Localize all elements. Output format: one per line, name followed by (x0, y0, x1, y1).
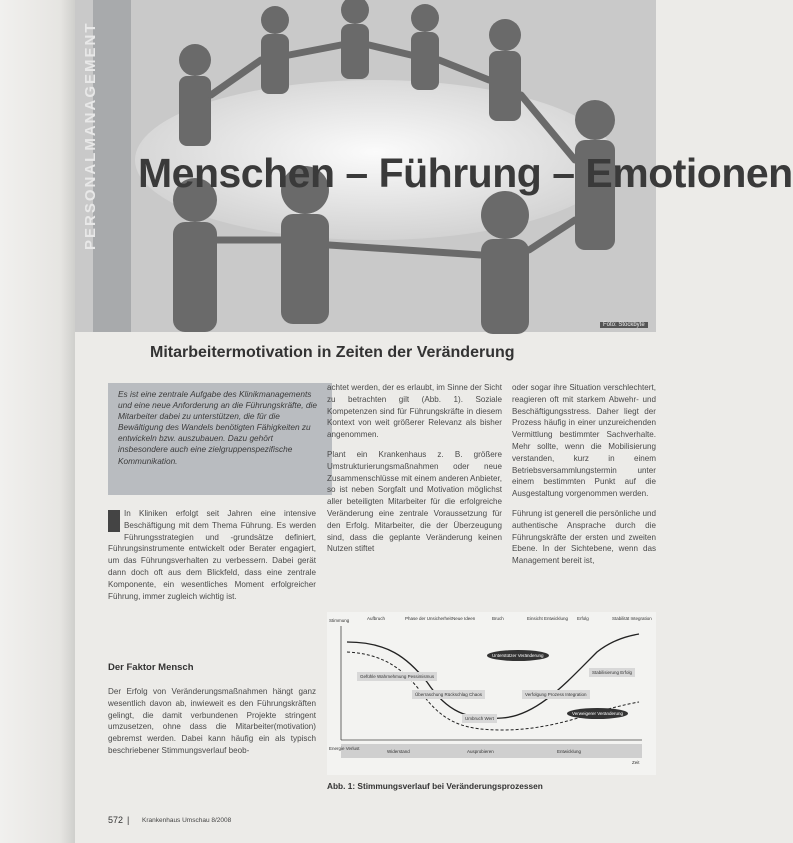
column-2-paragraph-1: achtet werden, der es erlaubt, im Sinne der Sicht zu betrachten gilt (Abb. 1). Soziale Kompetenzen sind für Führungskräfte in diesem Kontext von weit größerer Relevanz als bisher angenommen. (327, 383, 503, 440)
chart-top-label: Aufbruch (367, 616, 386, 621)
intro-text: Es ist eine zentrale Aufgabe des Klinikmanagements und eine neue Anforderung an die Führungskräfte, die Mitarbeiter dabei zu unterstützen, die für die Bewältigung des Wandels benötigten Fähigkeiten zu entwickeln bzw. auszubauen. Dazu gehört insbesondere auch eine zielgruppenspezifische Kommunikation. (118, 389, 317, 466)
article-subtitle: Mitarbeitermotivation in Zeiten der Veränderung (150, 344, 515, 361)
chart-top-label: Neue Ideen (452, 616, 476, 621)
journal-name: Krankenhaus Umschau 8/2008 (142, 817, 232, 824)
chart-bottom-label: Energie Verlust (329, 746, 360, 751)
page-title: Menschen – Führung – Emotionen (138, 150, 793, 196)
chart-bubble-supporters: Unterstützer Veränderung (487, 650, 549, 661)
chart-box-label: Verfolgung Prozess Integration (522, 690, 590, 699)
section-label: PERSONALMANAGEMENT (82, 21, 99, 250)
chart-box-label: Gefühle Wahrnehmung Pessimismus (357, 672, 437, 681)
chart-top-label: Stabilität Integration (612, 616, 652, 621)
column-1 (108, 508, 316, 610)
chart-top-label: Erfolg (577, 616, 589, 621)
chart-bottom-label: Entwicklung (557, 749, 582, 754)
chart-box-label: Umbruch Wert (462, 714, 497, 723)
column-1-paragraph-2: Der Erfolg von Veränderungsmaßnahmen hängt ganz wesentlich davon ab, inwieweit es den Führungskräften gelingt, die damit verbundenen Projekte stringent umzusetzen, ohne dass die Mitarbeiter(motivation) gebremst werden. Dabei kann häufig ein als typisch beschriebener Stimmungsverlauf beob- (108, 687, 316, 755)
chart-bubble-refusers: Verweigerer Veränderung (567, 708, 628, 719)
page-separator: | (127, 815, 130, 825)
photo-credit: Foto: Stockbyte (600, 322, 648, 328)
mood-curve-figure (327, 612, 656, 775)
chart-box-label: Stabilisierung Erfolg (589, 668, 635, 677)
column-3 (512, 382, 656, 575)
column-3-paragraph-1: oder sogar ihre Situation verschlechtert, reagieren oft mit starkem Abwehr- und Beschäftigungsstress. Daher liegt der Prozess häufig in einer unzureichenden Vermittlung bestimmter Sachverhalte. Mehr sollte, wenn die Mobilisierung verstanden, kurz in einem Betriebsversammlungstermin unter einem bestimmten Punkt auf die Ausgestaltung vorgenommen werden. (512, 383, 656, 499)
column-2 (327, 382, 502, 563)
chart-bottom-label: Ausprobieren (467, 749, 494, 754)
chart-top-label: Einsicht Entwicklung (527, 616, 569, 621)
section-heading: Der Faktor Mensch (108, 662, 194, 673)
dropcap-mark (108, 510, 120, 532)
figure-caption: Abb. 1: Stimmungsverlauf bei Veränderungsprozessen (327, 781, 543, 791)
column-1-paragraph-1: In Kliniken erfolgt seit Jahren eine intensive Beschäftigung mit dem Thema Führung. Es werden Führungsstrategien und -grundsätze definiert, Führungsinstrumente entwickelt oder Berater engagiert, um das Führungsverhalten zu verbessern. Dabei gerät dann doch oft aus dem Blickfeld, dass eine zentrale Komponente, ein wesentliches Moment erfolgreicher Führung, immer zugleich wichtig ist. (108, 509, 316, 601)
column-2-paragraph-2: Plant ein Krankenhaus z. B. größere Umstrukturierungsmaßnahmen oder neue Zusammenschlüsse mit einem anderen Anbieter, so ist neben Sorgfalt und Motivation möglichst aller beteiligten Mitarbeiter für die erfolgreiche Veränderung eine zentrale Voraussetzung für den Erfolg. Mitarbeiter, die der Überzeugung sind, dass die geplante Veränderung keinen Nutzen stiftet (327, 449, 503, 554)
chart-box-label: Überraschung Rückschlag Chaos (412, 690, 485, 699)
chart-y-label: Stimmung (329, 618, 350, 623)
column-1-continued (108, 686, 316, 765)
chart-top-label: Bruch (492, 616, 504, 621)
column-3-paragraph-2: Führung ist generell die persönliche und authentische Ansprache durch die Führungskräfte der ersten und zweiten Ebene. In der Sichtebene, wenn das Management bereit ist, (512, 508, 656, 566)
chart-bottom-label: Widerstand (387, 749, 410, 754)
chart-time-label: Zeit (632, 760, 640, 765)
page-margin (0, 0, 75, 843)
page-number: 572 (108, 815, 124, 825)
chart-top-label: Phase der Unsicherheit (405, 616, 452, 621)
